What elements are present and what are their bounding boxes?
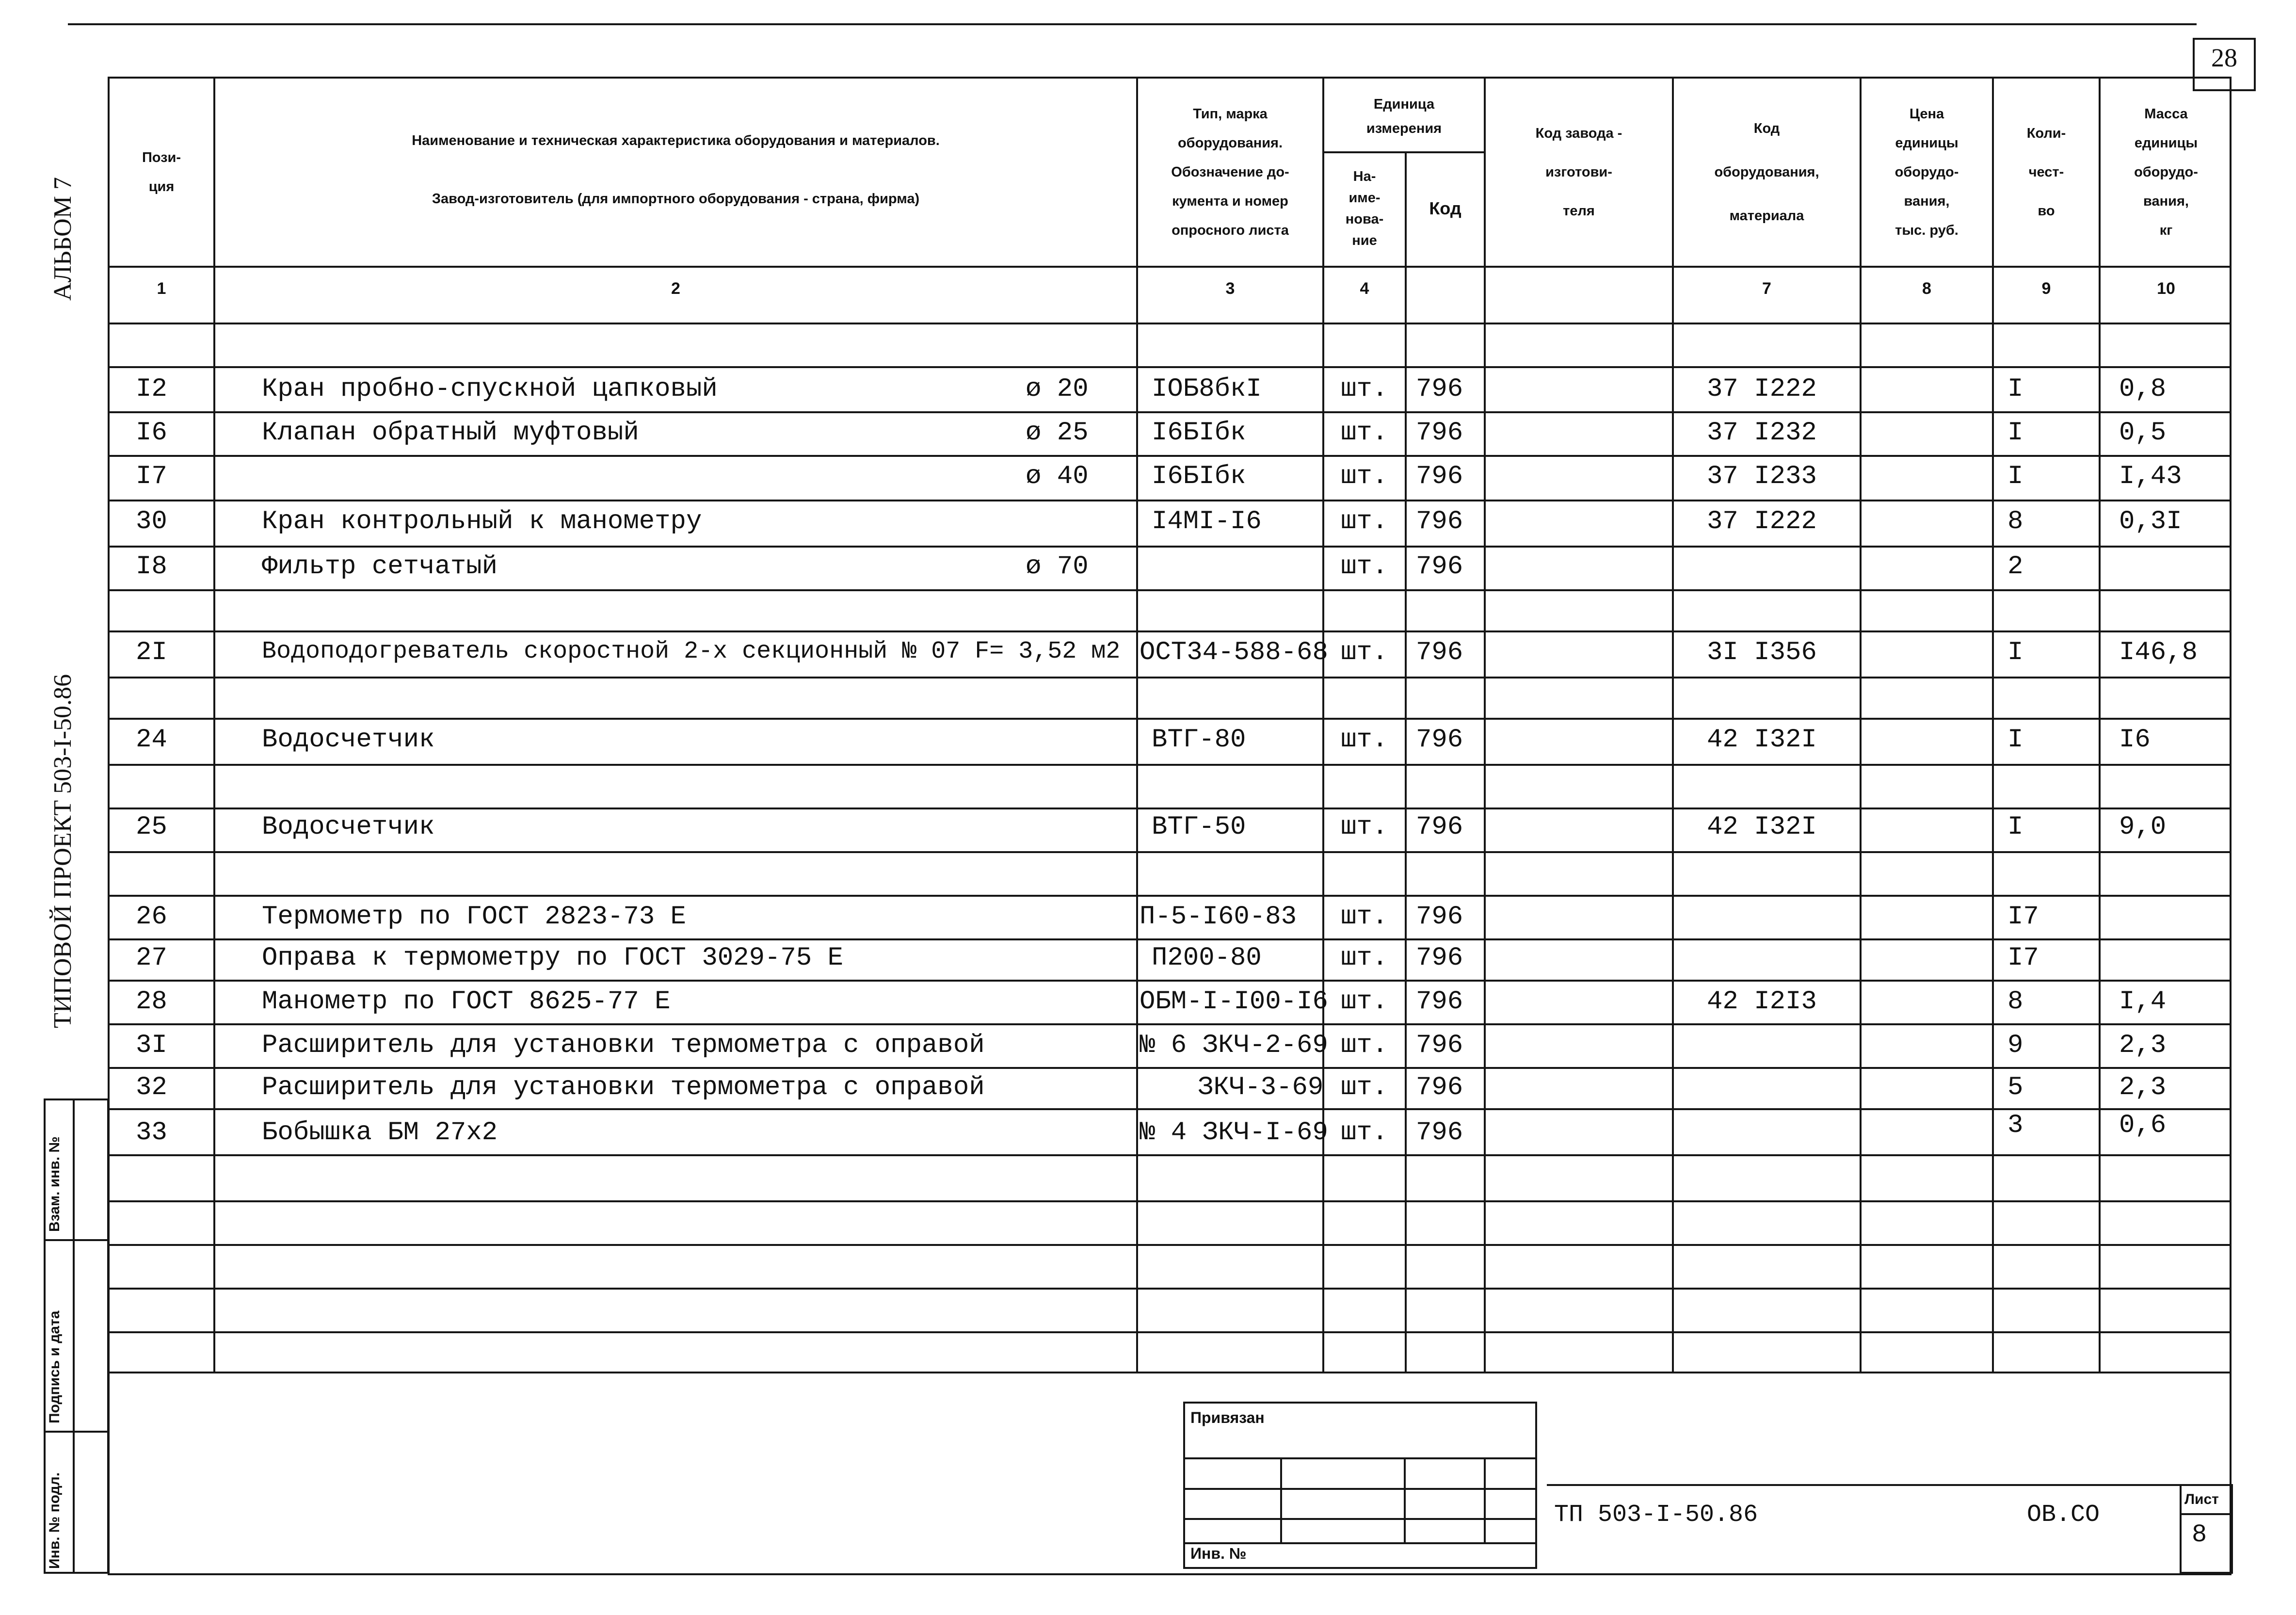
sheet-box-line xyxy=(2180,1513,2233,1515)
cell-unit: шт. xyxy=(1341,507,1388,536)
cell-unit: шт. xyxy=(1341,987,1388,1017)
col-line xyxy=(1992,77,1994,1372)
colnum-4: 4 xyxy=(1360,279,1369,298)
col-line xyxy=(2099,77,2101,1372)
row-line xyxy=(108,1331,2232,1333)
colnum-8: 8 xyxy=(1922,279,1931,298)
cell-qty: I xyxy=(2007,638,2023,667)
cell-code: 796 xyxy=(1416,812,1463,842)
cell-mass: I6 xyxy=(2119,725,2151,755)
cell-name: Водосчетчик xyxy=(262,725,435,755)
row-line xyxy=(108,455,2232,457)
cell-qty: 5 xyxy=(2007,1073,2023,1102)
cell-pos: 2I xyxy=(136,638,167,667)
cell-qty: 3 xyxy=(2007,1111,2023,1140)
inv-no-label: Инв. № xyxy=(1190,1545,1247,1562)
cell-code: 796 xyxy=(1416,418,1463,448)
cell-qty: I xyxy=(2007,812,2023,842)
cell-code: 796 xyxy=(1416,552,1463,581)
cell-unit: шт. xyxy=(1341,1031,1388,1060)
stamp-vzam: Взам. инв. № xyxy=(47,1136,63,1232)
cell-code: 796 xyxy=(1416,1118,1463,1147)
cell-mass: I,4 xyxy=(2119,987,2167,1017)
cell-code: 796 xyxy=(1416,725,1463,755)
cell-type: ЗКЧ-3-69 xyxy=(1198,1073,1324,1102)
col-line xyxy=(1322,77,1324,1372)
header-bottom-line xyxy=(108,266,2232,268)
cell-mass: I46,8 xyxy=(2119,638,2198,667)
cell-pos: 27 xyxy=(136,943,167,973)
row-line xyxy=(108,1200,2232,1202)
cell-mass: 0,3I xyxy=(2119,507,2182,536)
cell-name: Расширитель для установки термометра с оправой xyxy=(262,1073,985,1102)
cell-mass: 0,5 xyxy=(2119,418,2167,448)
page-number: 28 xyxy=(2211,43,2237,72)
row-line xyxy=(108,500,2232,501)
col-line xyxy=(1860,77,1862,1372)
privyazan-vline xyxy=(1404,1457,1406,1542)
cell-equip-code: 37 I222 xyxy=(1707,507,1817,536)
cell-qty: 8 xyxy=(2007,987,2023,1017)
cell-qty: I7 xyxy=(2007,902,2039,932)
cell-pos: I2 xyxy=(136,374,167,404)
cell-type: I4МI-I6 xyxy=(1152,507,1262,536)
header-type: Тип, марка оборудования. Обозначение до- кумента и номер опросного листа xyxy=(1171,106,1289,238)
row-line xyxy=(108,1023,2232,1025)
cell-qty: 9 xyxy=(2007,1031,2023,1060)
cell-pos: 28 xyxy=(136,987,167,1017)
doc-line xyxy=(1547,1484,2232,1486)
cell-name: Кран контрольный к манометру xyxy=(262,507,702,536)
cell-type: I6БIбк xyxy=(1152,418,1246,448)
doc-code: ТП 503-I-50.86 xyxy=(1554,1501,1758,1529)
cell-unit: шт. xyxy=(1341,374,1388,404)
row-line xyxy=(108,980,2232,982)
cell-qty: I xyxy=(2007,462,2023,491)
cell-pos: 24 xyxy=(136,725,167,755)
colnum-10: 10 xyxy=(2157,279,2175,298)
cell-name: Термометр по ГОСТ 2823-73 Е xyxy=(262,902,686,932)
cell-unit: шт. xyxy=(1341,943,1388,973)
cell-pos: 32 xyxy=(136,1073,167,1102)
cell-mass: 9,0 xyxy=(2119,812,2167,842)
row-line xyxy=(108,718,2232,720)
cell-pos: 33 xyxy=(136,1118,167,1147)
cell-pos: 3I xyxy=(136,1031,167,1060)
col-line xyxy=(1405,151,1407,1372)
cell-name: Клапан обратный муфтовый xyxy=(262,418,639,448)
cell-mass: I,43 xyxy=(2119,462,2182,491)
cell-qty: I xyxy=(2007,374,2023,404)
cell-pos: 30 xyxy=(136,507,167,536)
cell-code: 796 xyxy=(1416,1031,1463,1060)
stamp-divider xyxy=(44,1239,109,1241)
colnum-3: 3 xyxy=(1225,279,1235,298)
cell-code: 796 xyxy=(1416,1073,1463,1102)
cell-equip-code: 37 I233 xyxy=(1707,462,1817,491)
cell-pos: 25 xyxy=(136,812,167,842)
cell-dn: ø 20 xyxy=(1026,374,1089,404)
cell-code: 796 xyxy=(1416,987,1463,1017)
cell-name: Водоподогреватель скоростной 2-х секционный № 07 F= 3,52 м2 xyxy=(262,638,1121,665)
header-unit: Единица измерения xyxy=(1366,97,1442,136)
cell-equip-code: 42 I32I xyxy=(1707,725,1817,755)
cell-pos: I6 xyxy=(136,418,167,448)
stamp-podpis: Подпись и дата xyxy=(47,1310,63,1423)
row-line xyxy=(108,630,2232,632)
privyazan-line xyxy=(1183,1542,1537,1544)
row-line xyxy=(108,764,2232,766)
cell-type: I6БIбк xyxy=(1152,462,1246,491)
cell-dn: ø 25 xyxy=(1026,418,1089,448)
cell-equip-code: 3I I356 xyxy=(1707,638,1817,667)
cell-mass: 0,8 xyxy=(2119,374,2167,404)
cell-type: № 6 ЗКЧ-2-69 xyxy=(1140,1031,1328,1060)
cell-equip-code: 42 I32I xyxy=(1707,812,1817,842)
row-line xyxy=(108,589,2232,591)
colnum-7: 7 xyxy=(1762,279,1771,298)
cell-name: Фильтр сетчатый xyxy=(262,552,498,581)
cell-mass: 2,3 xyxy=(2119,1031,2167,1060)
header-unit-code: Код xyxy=(1429,198,1461,218)
stamp-divider xyxy=(44,1431,109,1433)
row-line xyxy=(108,895,2232,897)
cell-qty: I xyxy=(2007,418,2023,448)
sheet-code: ОВ.СО xyxy=(2027,1501,2100,1529)
cell-unit: шт. xyxy=(1341,552,1388,581)
cell-unit: шт. xyxy=(1341,725,1388,755)
header-name: Наименование и техническая характеристика оборудования и материалов. Завод-изготовитель (для импортного оборудования - страна, фирма) xyxy=(412,133,940,207)
cell-dn: ø 40 xyxy=(1026,462,1089,491)
header-mass: Масса единицы оборудо- вания, кг xyxy=(2134,106,2198,238)
cell-pos: I7 xyxy=(136,462,167,491)
privyazan-vline xyxy=(1484,1457,1486,1542)
header-qty: Коли- чест- во xyxy=(2026,126,2066,219)
privyazan-vline xyxy=(1280,1457,1282,1542)
header-factory-code: Код завода - изготови- теля xyxy=(1535,126,1622,219)
cell-qty: 8 xyxy=(2007,507,2023,536)
header-price: Цена единицы оборудо- вания, тыс. руб. xyxy=(1895,106,1959,238)
col-line xyxy=(1484,77,1486,1372)
unit-subheader-line xyxy=(1322,151,1484,153)
col-line xyxy=(1136,77,1138,1372)
header-unit-name: На- име- нова- ние xyxy=(1345,169,1384,248)
cell-type: № 4 ЗКЧ-I-69 xyxy=(1140,1118,1328,1147)
cell-equip-code: 37 I222 xyxy=(1707,374,1817,404)
privyazan-label: Привязан xyxy=(1190,1409,1265,1426)
cell-code: 796 xyxy=(1416,507,1463,536)
cell-code: 796 xyxy=(1416,374,1463,404)
cell-name: Расширитель для установки термометра с оправой xyxy=(262,1031,985,1060)
row-line xyxy=(108,1154,2232,1156)
row-line xyxy=(108,1288,2232,1290)
cell-type: ВТГ-80 xyxy=(1152,725,1246,755)
stamp-inv-podl: Инв. № подл. xyxy=(47,1472,63,1569)
cell-unit: шт. xyxy=(1341,418,1388,448)
row-line xyxy=(108,546,2232,548)
cell-type: П-5-I60-83 xyxy=(1140,902,1297,932)
row-line xyxy=(108,411,2232,413)
cell-pos: I8 xyxy=(136,552,167,581)
cell-unit: шт. xyxy=(1341,462,1388,491)
col-line xyxy=(1672,77,1674,1372)
colnum-1: 1 xyxy=(157,279,166,298)
cell-qty: I xyxy=(2007,725,2023,755)
cell-unit: шт. xyxy=(1341,812,1388,842)
cell-unit: шт. xyxy=(1341,902,1388,932)
cell-qty: I7 xyxy=(2007,943,2039,973)
row-line xyxy=(108,1244,2232,1246)
stamp-divider-v xyxy=(73,1098,75,1574)
cell-type: IОБ8бкI xyxy=(1152,374,1262,404)
row-line xyxy=(108,851,2232,853)
cell-code: 796 xyxy=(1416,462,1463,491)
cell-type: П200-80 xyxy=(1152,943,1262,973)
top-border-line xyxy=(68,23,2197,25)
side-project-label: ТИПОВОЙ ПРОЕКТ 503-I-50.86 xyxy=(49,674,77,1028)
cell-name: Оправа к термометру по ГОСТ 3029-75 Е xyxy=(262,943,843,973)
cell-code: 796 xyxy=(1416,902,1463,932)
side-album-label: АЛЬБОМ 7 xyxy=(49,177,77,301)
cell-unit: шт. xyxy=(1341,638,1388,667)
cell-name: Водосчетчик xyxy=(262,812,435,842)
cell-code: 796 xyxy=(1416,943,1463,973)
header-pos: Пози- ция xyxy=(142,150,181,194)
table-bottom-line xyxy=(108,1372,2232,1373)
colnum-9: 9 xyxy=(2041,279,2051,298)
sheet-number: 8 xyxy=(2192,1520,2207,1549)
colnum-bottom-line xyxy=(108,323,2232,324)
row-line xyxy=(108,1067,2232,1069)
cell-equip-code: 42 I2I3 xyxy=(1707,987,1817,1017)
colnum-2: 2 xyxy=(671,279,680,298)
row-line xyxy=(108,677,2232,678)
row-line xyxy=(108,938,2232,940)
row-line xyxy=(108,808,2232,809)
cell-code: 796 xyxy=(1416,638,1463,667)
cell-dn: ø 70 xyxy=(1026,552,1089,581)
cell-name: Манометр по ГОСТ 8625-77 Е xyxy=(262,987,671,1017)
cell-pos: 26 xyxy=(136,902,167,932)
col-line xyxy=(213,77,215,1372)
row-line xyxy=(108,1108,2232,1110)
cell-name: Кран пробно-спускной цапковый xyxy=(262,374,718,404)
cell-equip-code: 37 I232 xyxy=(1707,418,1817,448)
cell-unit: шт. xyxy=(1341,1073,1388,1102)
cell-name: Бобышка БМ 27х2 xyxy=(262,1118,498,1147)
cell-mass: 0,6 xyxy=(2119,1111,2167,1140)
cell-type: ОСТ34-588-68 xyxy=(1140,638,1328,667)
cell-type: ОБМ-I-I00-I6 xyxy=(1140,987,1328,1017)
cell-type: ВТГ-50 xyxy=(1152,812,1246,842)
cell-unit: шт. xyxy=(1341,1118,1388,1147)
header-equip-code: Код оборудования, материала xyxy=(1714,121,1819,224)
cell-mass: 2,3 xyxy=(2119,1073,2167,1102)
cell-qty: 2 xyxy=(2007,552,2023,581)
sheet-label: Лист xyxy=(2184,1491,2219,1507)
row-line xyxy=(108,366,2232,368)
